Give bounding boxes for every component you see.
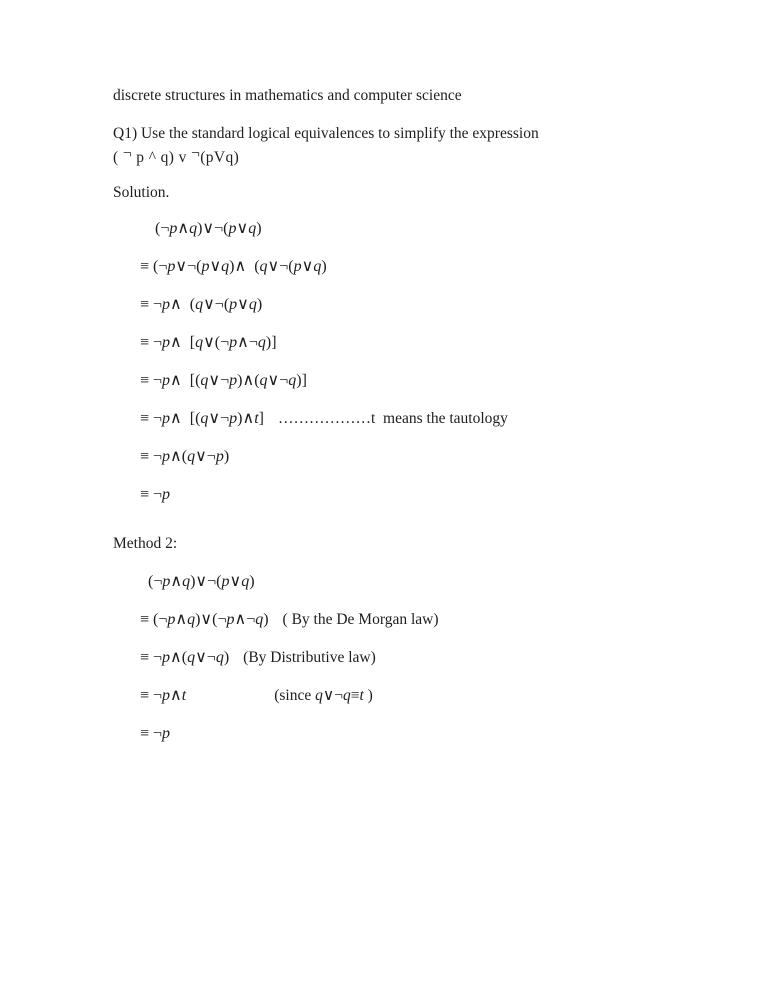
expr-part: ( bbox=[113, 148, 123, 166]
method1-derivation bbox=[113, 219, 708, 504]
equation-line bbox=[113, 610, 708, 629]
method2-label: Method 2: bbox=[113, 535, 178, 552]
equation-line bbox=[113, 333, 708, 352]
de-morgan-note: ( By the De Morgan law) bbox=[282, 611, 439, 628]
equation-line bbox=[113, 371, 708, 390]
formula: ≡ ¬p bbox=[140, 725, 171, 742]
equation-line bbox=[113, 219, 708, 238]
tautology-note: ………………t means the tautology bbox=[277, 410, 508, 427]
solution-label: Solution. bbox=[113, 184, 170, 201]
equation-line bbox=[113, 409, 708, 428]
question-line1: Q1) Use the standard logical equivalences to simplify the expression bbox=[113, 125, 539, 142]
expr-part: p ^ q) v bbox=[132, 148, 192, 166]
formula: ≡ ¬p∧ [(q∨¬p)∧t] bbox=[140, 410, 264, 427]
equation-line bbox=[113, 572, 708, 591]
formula: ≡ ¬p∧ [(q∨¬p)∧(q∨¬q)] bbox=[140, 372, 307, 389]
distributive-note: (By Distributive law) bbox=[243, 649, 376, 666]
question-expression bbox=[113, 145, 240, 166]
formula: ≡ (¬p∨¬(p∨q)∧ (q∨¬(p∨q) bbox=[140, 258, 327, 275]
equation-line bbox=[113, 447, 708, 466]
formula: ≡ ¬p∧(q∨¬p) bbox=[140, 448, 230, 465]
method2-derivation bbox=[113, 572, 708, 743]
formula: ≡ ¬p∧ [q∨(¬p∧¬q)] bbox=[140, 334, 277, 351]
formula: ≡ ¬p bbox=[140, 486, 171, 503]
equation-line bbox=[113, 686, 708, 705]
equation-line bbox=[113, 648, 708, 667]
formula: ≡ ¬p∧ (q∨¬(p∨q) bbox=[140, 296, 263, 313]
equation-line bbox=[113, 724, 708, 743]
not-sign: ¬ bbox=[122, 145, 132, 162]
not-sign: ¬ bbox=[191, 145, 201, 162]
equation-line bbox=[113, 295, 708, 314]
formula: (¬p∧q)∨¬(p∨q) bbox=[155, 220, 262, 237]
formula: ≡ (¬p∧q)∨(¬p∧¬q) bbox=[140, 611, 269, 628]
formula: ≡ ¬p∧t bbox=[140, 687, 187, 704]
formula: ≡ ¬p∧(q∨¬q) bbox=[140, 649, 230, 666]
expr-part: (pVq) bbox=[200, 148, 240, 166]
equation-line bbox=[113, 257, 708, 276]
equation-line bbox=[113, 485, 708, 504]
question-text bbox=[113, 122, 708, 169]
course-title: discrete structures in mathematics and computer science bbox=[113, 87, 462, 104]
since-note: (since q∨¬q≡t ) bbox=[274, 687, 373, 704]
formula: (¬p∧q)∨¬(p∨q) bbox=[148, 573, 255, 590]
